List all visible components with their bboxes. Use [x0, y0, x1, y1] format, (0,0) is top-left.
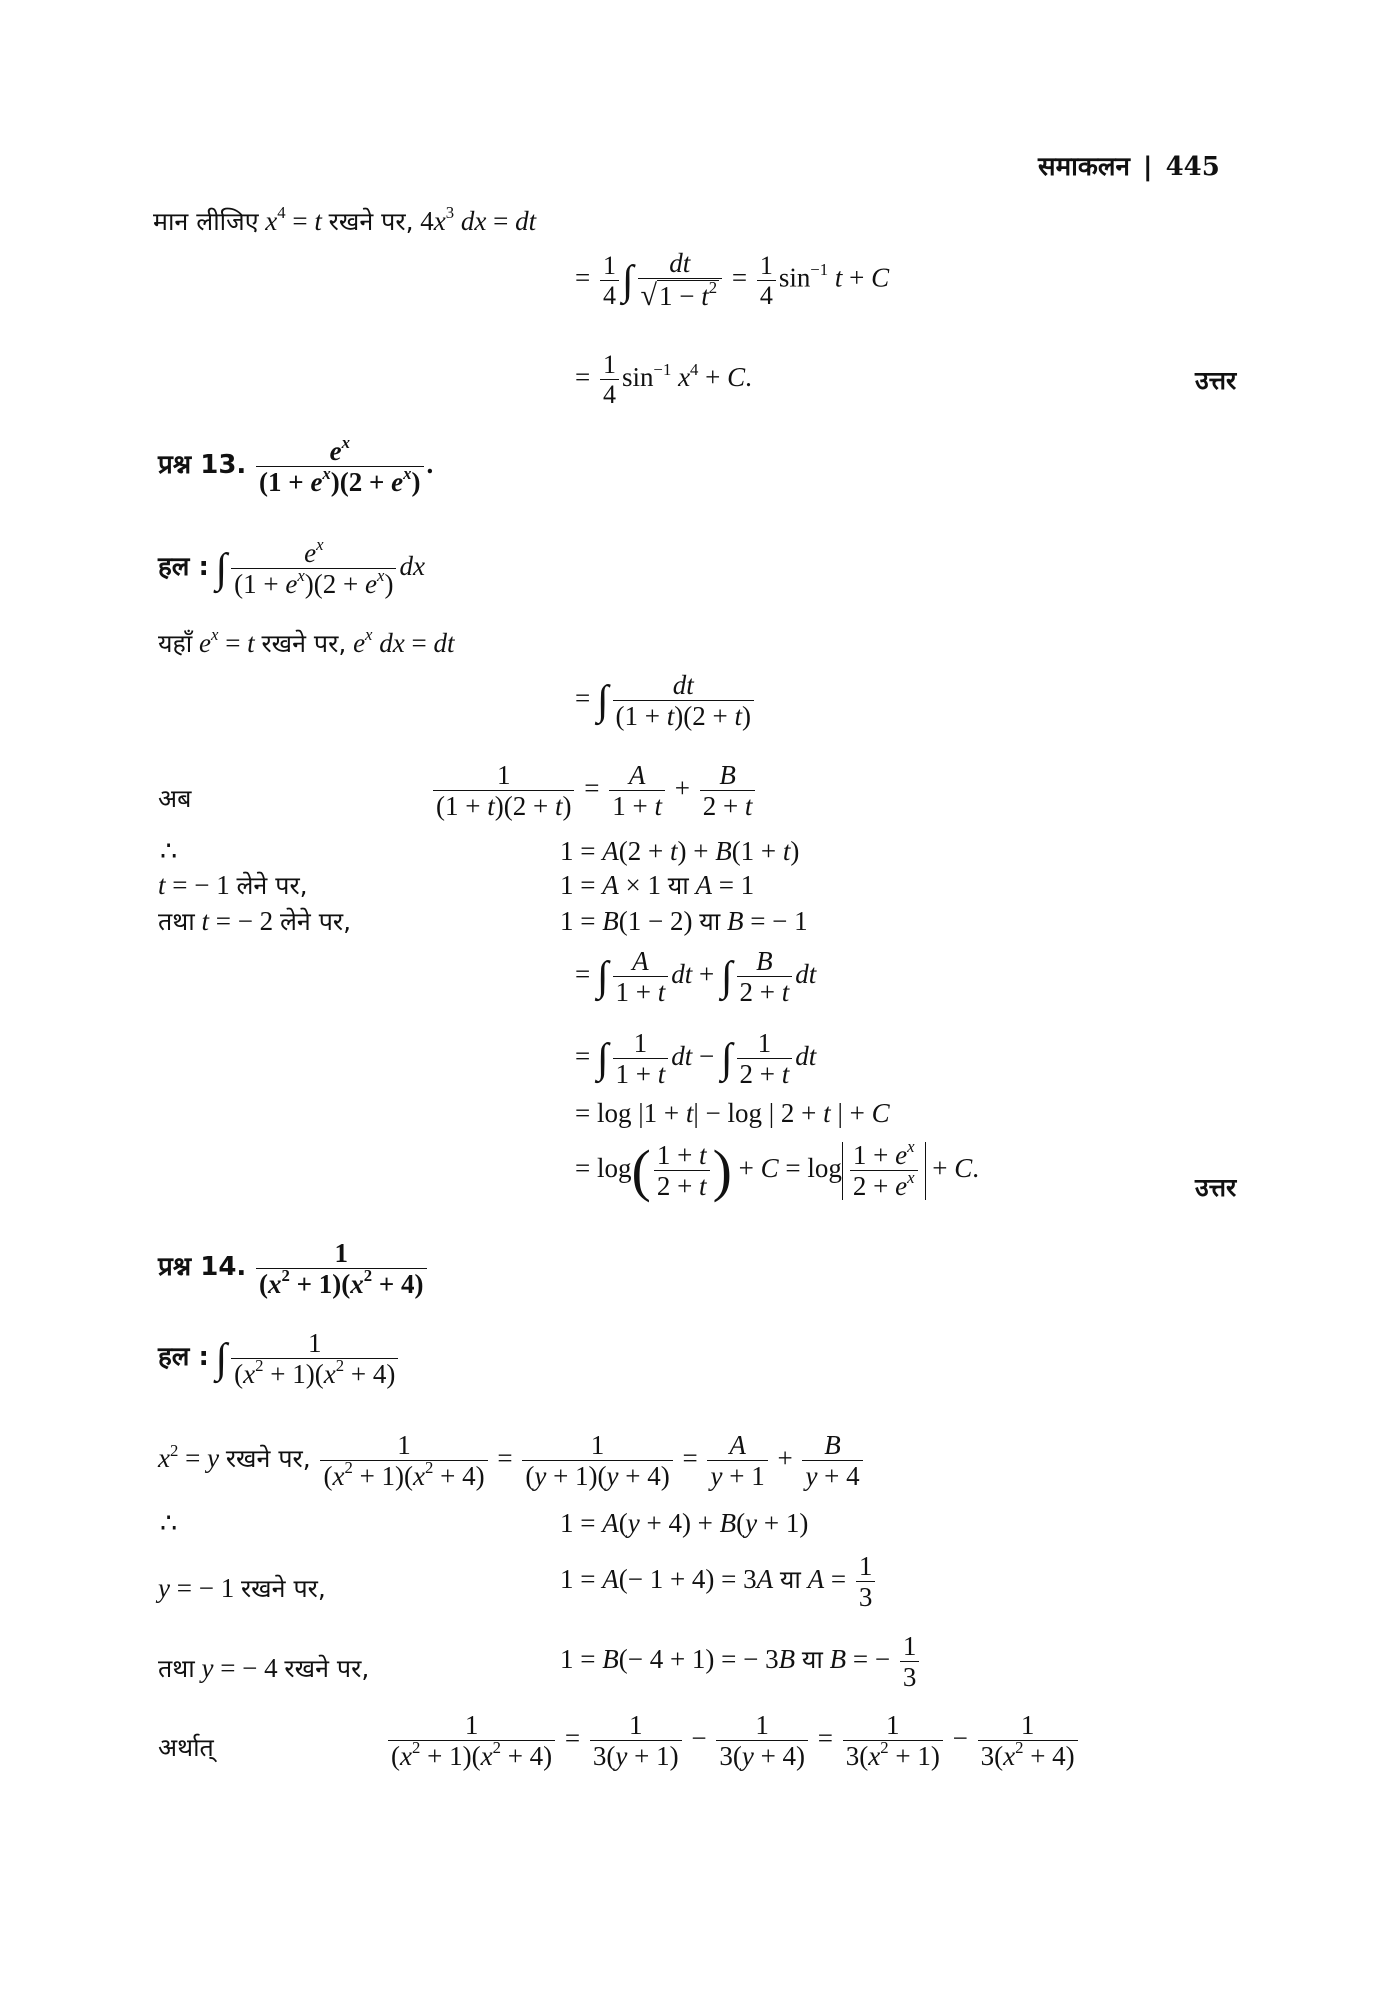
label-tatha-2: तथा [158, 1654, 195, 1683]
label-rakhne-par-3: रखने पर, [225, 1444, 311, 1474]
question-14: प्रश्न 14. $\frac{1}{(x^2 + 1)(x^2 + 4)}$ [158, 1240, 430, 1298]
page-header [1038, 154, 1220, 180]
equation-split-integral-AB: = ∫ $\frac{A}{1 + t}$ dt + ∫ $\frac{B}{2 + t}$ dt [575, 946, 817, 1007]
label-hal-13: हल : [158, 552, 209, 583]
therefore-symbol-2: ∴ [160, 1508, 178, 1538]
label-rakhne-par-5: रखने पर, [284, 1654, 370, 1683]
label-ya-2: या [699, 907, 721, 936]
label-ya-4: या [801, 1645, 823, 1675]
equation-B-value-13: 1 = B(1 − 2) या B = − 1 [560, 906, 808, 936]
equation-partial-fraction-13: $\frac{1}{(1 + t)(2 + t)}$ = $\frac{A}{1 + t}$ + $\frac{B}{2 + t}$ [430, 762, 758, 820]
label-maan-lijiye: मान लीजिए [153, 207, 259, 236]
equation-log-difference: = log |1 + t| − log | 2 + t | + C [575, 1098, 890, 1128]
solution-14-start: हल : ∫ $\frac{1}{(x^2 + 1)(x^2 + 4)}$ [158, 1330, 401, 1388]
label-rakhne-par-4: रखने पर, [240, 1574, 326, 1603]
label-lene-par-2: लेने पर, [279, 907, 352, 936]
case-y-minus-1: y = − 1 रखने पर, [158, 1573, 326, 1603]
equation-A-value-14: 1 = A(− 1 + 4) = 3A या A = $\frac{1}{3}$ [560, 1553, 878, 1611]
solution-13-start: हल : ∫ $\frac{e^x}{(1 + e^x)(2 + e^x)}$ dx [158, 535, 425, 599]
label-lene-par: लेने पर, [236, 871, 308, 900]
substitution-line-1: मान लीजिए $x^4 = t$ रखने पर, $4x^3$ dx = dt [153, 203, 537, 236]
equation-identity-14: 1 = A(y + 4) + B(y + 1) [560, 1508, 809, 1538]
equation-final-decomposition-14: $\frac{1}{(x^2 + 1)(x^2 + 4)}$ = $\frac{1}{3(y + 1)}$ − $\frac{1}{3(y + 4)}$ = $\frac{1}{3(x^2 + 1)}$ − $\frac{1}{3(x^2 + 4)}$ [385, 1712, 1081, 1770]
label-question-13: प्रश्न 13. [158, 450, 247, 481]
equation-B-value-14: 1 = B(− 4 + 1) = − 3B या B = − $\frac{1}{3}$ [560, 1633, 922, 1691]
equation-A-value-13: 1 = A × 1 या A = 1 [560, 870, 755, 900]
equation-identity-13: 1 = A(2 + t) + B(1 + t) [560, 836, 800, 866]
label-ya-3: या [779, 1565, 801, 1595]
therefore-symbol-1: ∴ [160, 836, 178, 866]
case-t-minus-2: तथा t = − 2 लेने पर, [158, 906, 352, 936]
label-hal-14: हल : [158, 1342, 209, 1373]
equation-log-final-13: = log( $\frac{1 + t}{2 + t}$ ) + C = log $\frac{1 + e^x}{2 + e^x}$ + C. [575, 1137, 980, 1203]
label-ya-1: या [667, 871, 689, 900]
answer-label-2: उत्तर [1195, 1173, 1237, 1202]
label-tatha-1: तथा [158, 907, 195, 936]
label-rakhne-par-2: रखने पर, [261, 629, 347, 658]
case-y-minus-4: तथा y = − 4 रखने पर, [158, 1653, 370, 1683]
answer-label-1: उत्तर [1195, 366, 1237, 395]
equation-partial-fraction-14: $x^2 = y$ रखने पर, $\frac{1}{(x^2 + 1)(x^2 + 4)}$ = $\frac{1}{(y + 1)(y + 4)}$ = $\frac{A}{y + 1}$ + $\frac{B}{y + 4}$ [158, 1432, 866, 1490]
label-rakhne-par: रखने पर, [328, 207, 414, 236]
page-number: 445 [1165, 152, 1220, 182]
equation-sin-inverse-x4: = $\frac{1}{4}$ $\sin^{-1} x^4 + C$. [575, 350, 752, 409]
equation-integral-dt: = ∫ $\frac{dt}{(1 + t)(2 + t)}$ [575, 672, 757, 730]
label-question-14: प्रश्न 14. [158, 1252, 247, 1283]
header-separator: | [1142, 152, 1153, 182]
equation-split-integral-values: = ∫ $\frac{1}{1 + t}$ dt − ∫ $\frac{1}{2 + t}$ dt [575, 1028, 817, 1089]
substitution-line-2: यहाँ $e^x = t$ रखने पर, $e^x$ dx = dt [158, 625, 455, 658]
label-yahan: यहाँ [158, 629, 193, 658]
equation-sin-inverse-t: = $\frac{1}{4}$ ∫ $\frac{dt}{√1 - t^2}$ = $\frac{1}{4}$ $\sin^{-1} t + C$ [575, 248, 890, 312]
chapter-title: समाकलन [1038, 152, 1130, 182]
label-arthat: अर्थात् [158, 1733, 214, 1762]
label-ab: अब [158, 784, 192, 813]
question-13: प्रश्न 13. $\frac{e^x}{(1 + e^x)(2 + e^x)}$ . [158, 433, 434, 497]
case-t-minus-1: t = − 1 लेने पर, [158, 870, 308, 900]
